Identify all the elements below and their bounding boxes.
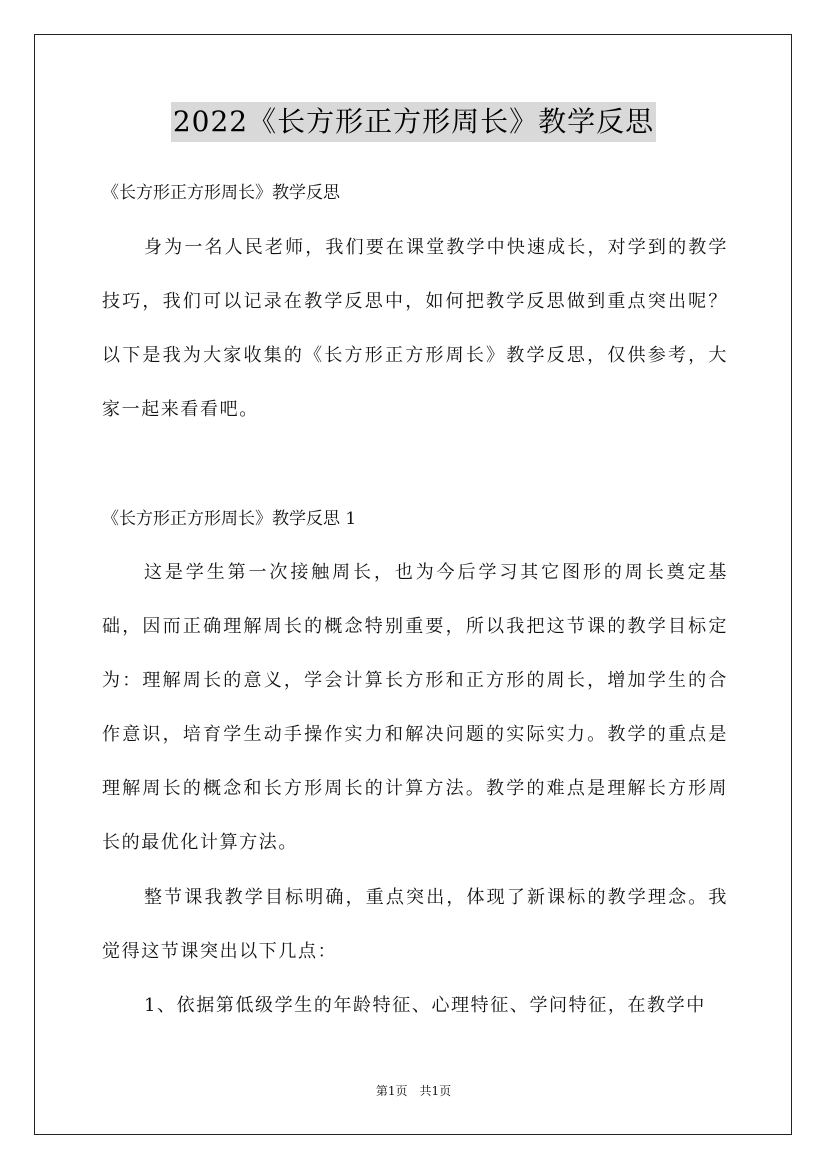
intro-paragraph: 身为一名人民老师，我们要在课堂教学中快速成长，对学到的教学技巧，我们可以记录在教学反思中，如何把教学反思做到重点突出呢？以下是我为大家收集的《长方形正方形周长》教学反思，仅供参考，大家一起来看看吧。 — [102, 237, 728, 420]
page-footer: 第1页 共1页 — [375, 1084, 452, 1098]
section-1-paragraph-2: 整节课我教学目标明确，重点突出，体现了新课标的教学理念。我觉得这节课突出以下几点： — [102, 887, 728, 962]
section-1-paragraph-3: 1、依据第低级学生的年龄特征、心理特征、学问特征，在教学中 — [144, 995, 706, 1016]
document-title: 2022《长方形正方形周长》教学反思 — [171, 102, 656, 142]
section-1-paragraph-1: 这是学生第一次接触周长，也为今后学习其它图形的周长奠定基础，因而正确理解周长的概念特别重要，所以我把这节课的教学目标定为：理解周长的意义，学会计算长方形和正方形的周长，增加学生的合作意识，培育学生动手操作实力和解决问题的实际实力。教学的重点是理解周长的概念和长方形周长的计算方法。教学的难点是理解长方形周长的最优化计算方法。 — [102, 562, 728, 853]
title-container — [0, 102, 827, 142]
document-subtitle: 《长方形正方形周长》教学反思 — [102, 183, 340, 203]
section-1-heading: 《长方形正方形周长》教学反思 1 — [102, 509, 357, 529]
